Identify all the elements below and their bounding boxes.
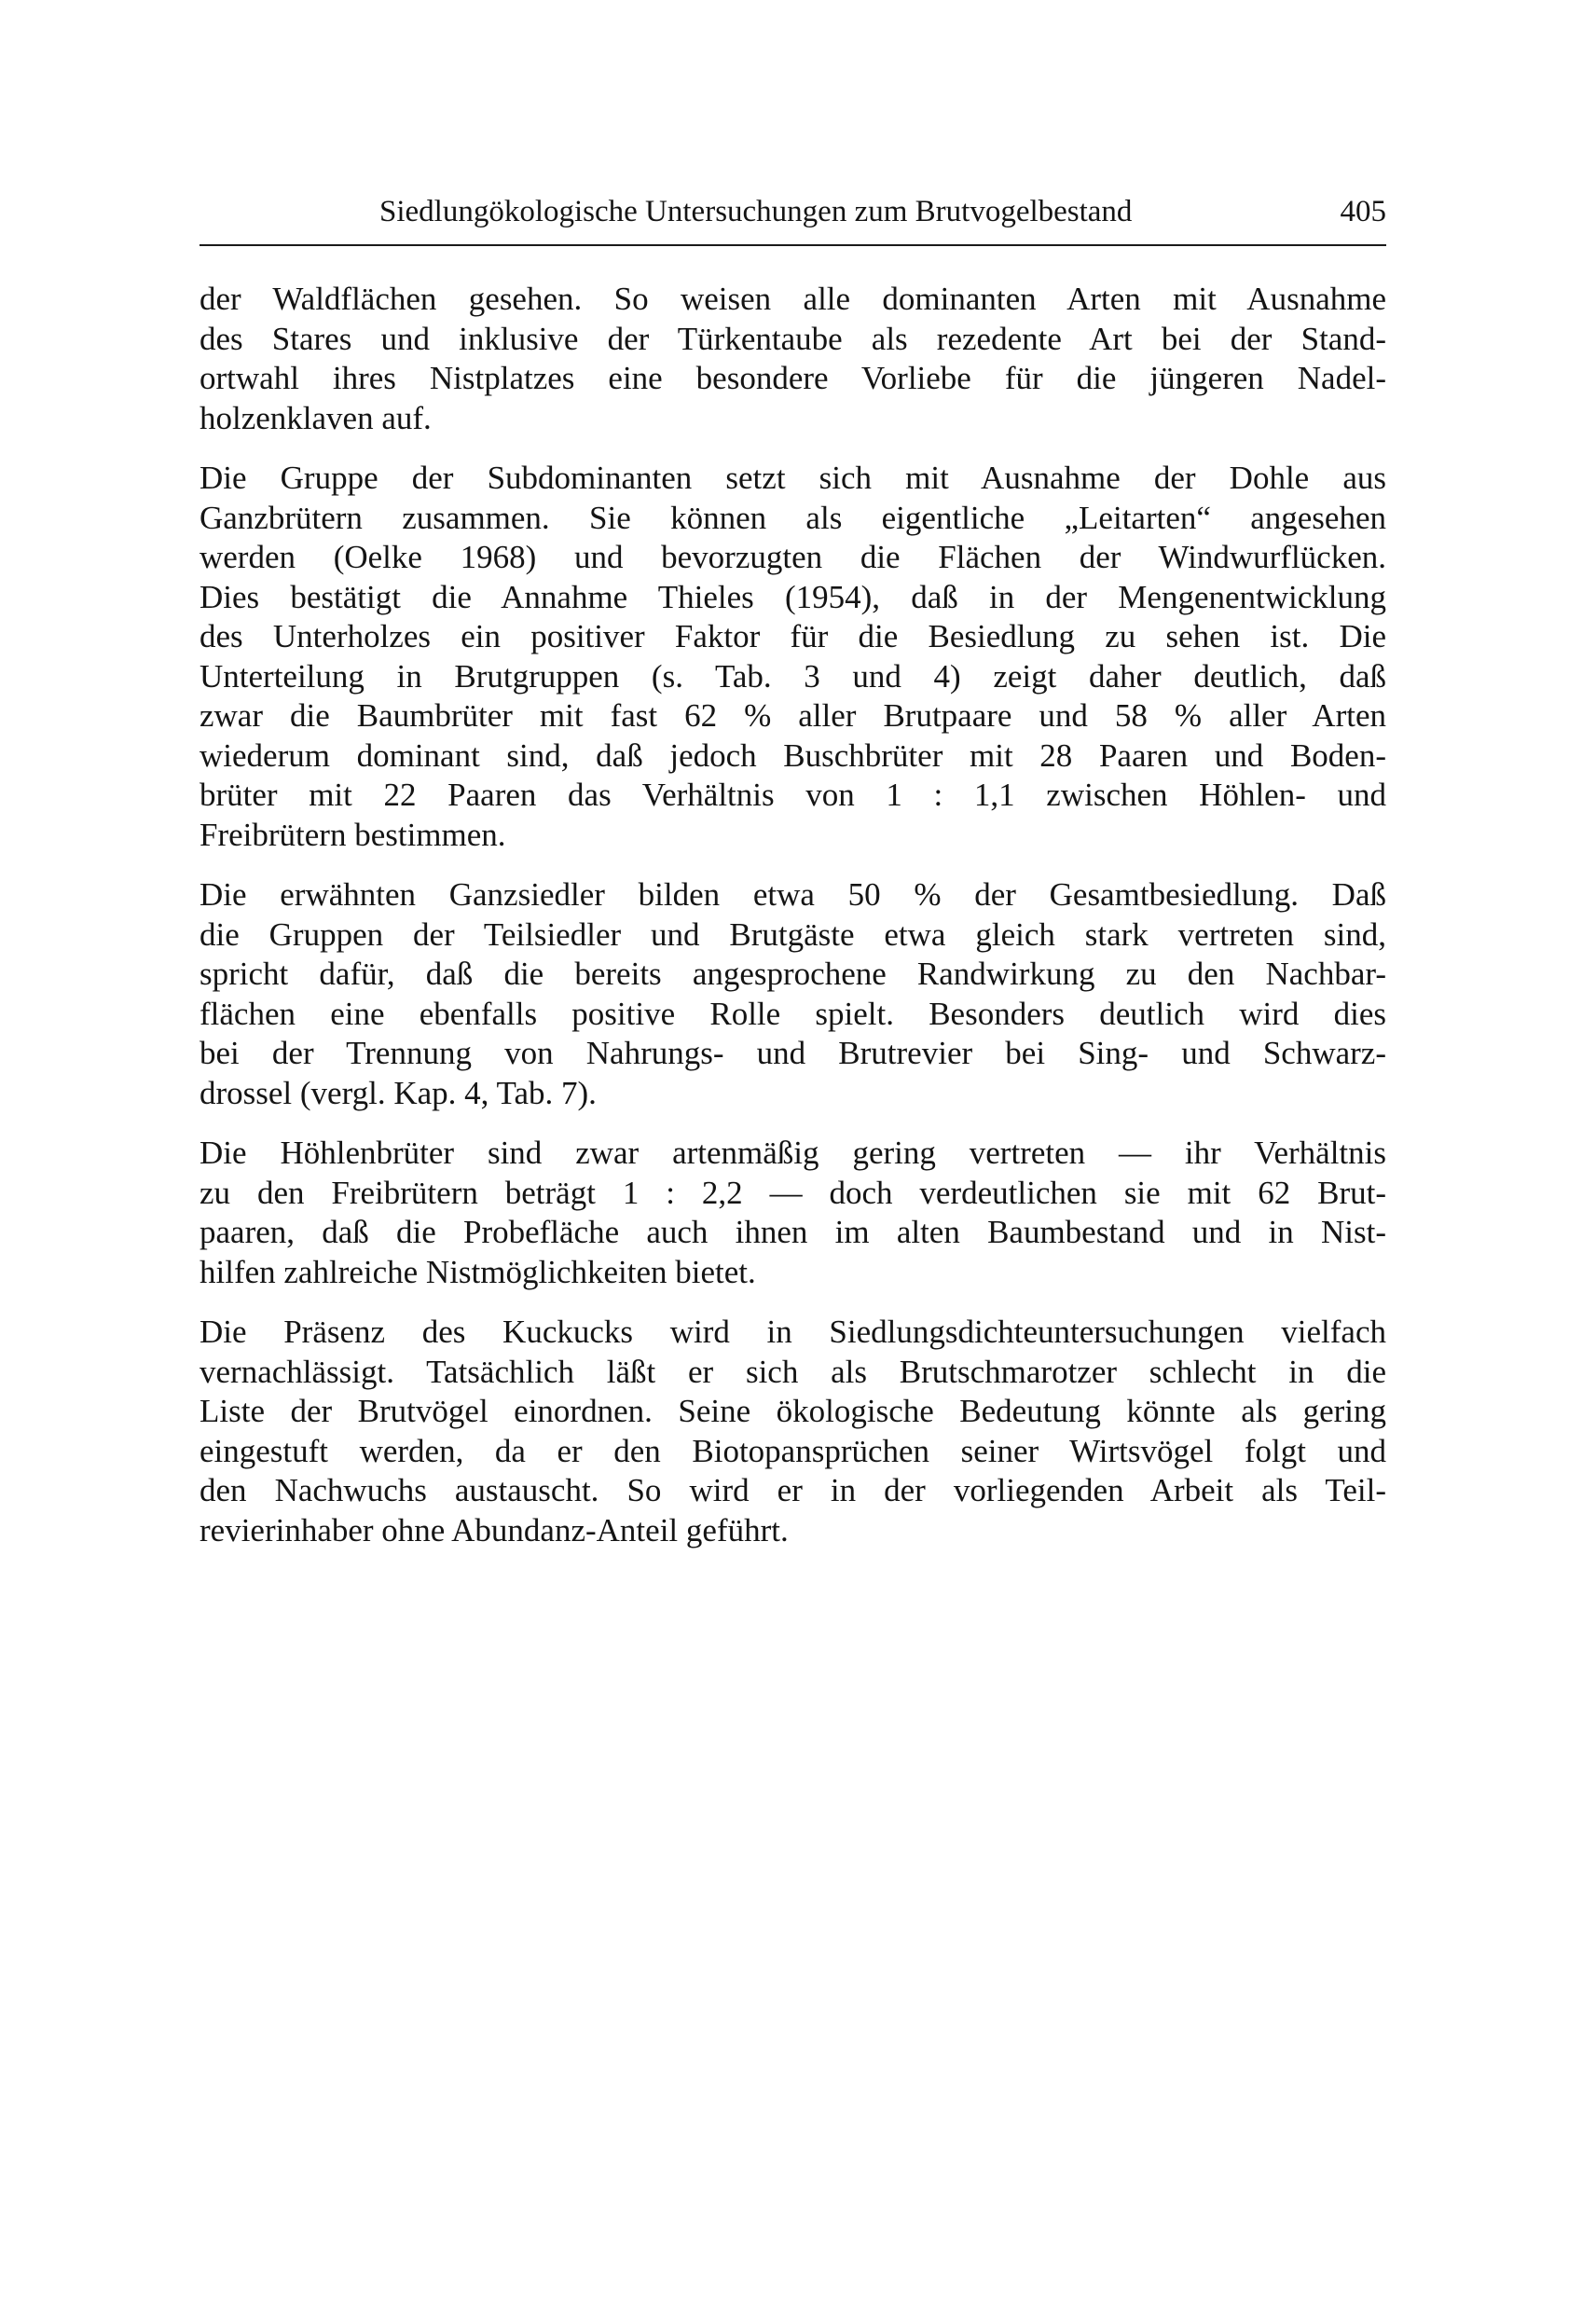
paragraph	[200, 280, 1386, 438]
paragraph	[200, 459, 1386, 855]
body-text	[200, 280, 1386, 1550]
text-line: vernachlässigt. Tatsächlich läßt er sich als Brutschmarotzer schlecht in die	[200, 1353, 1386, 1390]
running-header	[200, 186, 1386, 246]
paragraph	[200, 875, 1386, 1113]
text-line: Die Präsenz des Kuckucks wird in Siedlungsdichteuntersuchungen vielfach	[200, 1314, 1386, 1350]
text-line: werden (Oelke 1968) und bevorzugten die Flächen der Windwurflücken.	[200, 539, 1386, 575]
text-line: ortwahl ihres Nistplatzes eine besondere Vorliebe für die jüngeren Nadel-	[200, 360, 1386, 396]
text-line: eingestuft werden, da er den Biotopansprüchen seiner Wirtsvögel folgt und	[200, 1432, 1386, 1469]
text-line: Die Gruppe der Subdominanten setzt sich mit Ausnahme der Dohle aus	[200, 460, 1386, 496]
running-title: Siedlungökologische Untersuchungen zum Brutvogelbestand	[379, 195, 1133, 228]
text-line: Dies bestätigt die Annahme Thieles (1954), daß in der Mengenentwicklung	[200, 578, 1386, 615]
text-line: Die erwähnten Ganzsiedler bilden etwa 50 % der Gesamtbesiedlung. Daß	[200, 876, 1386, 913]
text-line: drossel (vergl. Kap. 4, Tab. 7).	[200, 1074, 597, 1111]
text-line: zu den Freibrütern beträgt 1 : 2,2 — doch verdeutlichen sie mit 62 Brut-	[200, 1174, 1386, 1211]
text-line: den Nachwuchs austauscht. So wird er in der vorliegenden Arbeit als Teil-	[200, 1472, 1386, 1508]
text-line: bei der Trennung von Nahrungs- und Brutrevier bei Sing- und Schwarz-	[200, 1035, 1386, 1071]
text-line: Unterteilung in Brutgruppen (s. Tab. 3 und 4) zeigt daher deutlich, daß	[200, 657, 1386, 695]
text-line: spricht dafür, daß die bereits angesprochene Randwirkung zu den Nachbar-	[200, 956, 1386, 992]
text-line: des Stares und inklusive der Türkentaube als rezedente Art bei der Stand-	[200, 320, 1386, 357]
text-line: revierinhaber ohne Abundanz-Anteil geführt.	[200, 1511, 789, 1548]
text-line: hilfen zahlreiche Nistmöglichkeiten bietet.	[200, 1253, 756, 1290]
paragraph	[200, 1134, 1386, 1292]
text-line: flächen eine ebenfalls positive Rolle spielt. Besonders deutlich wird dies	[200, 995, 1386, 1032]
text-line: Liste der Brutvögel einordnen. Seine ökologische Bedeutung könnte als gering	[200, 1393, 1386, 1429]
text-line: wiederum dominant sind, daß jedoch Buschbrüter mit 28 Paaren und Boden-	[200, 736, 1386, 774]
text-line: Freibrütern bestimmen.	[200, 816, 506, 853]
text-line: Ganzbrütern zusammen. Sie können als eigentliche „Leitarten“ angesehen	[200, 499, 1386, 536]
text-line: die Gruppen der Teilsiedler und Brutgäste etwa gleich stark vertreten sind,	[200, 915, 1386, 953]
text-line: holzenklaven auf.	[200, 399, 432, 436]
text-line: der Waldflächen gesehen. So weisen alle dominanten Arten mit Ausnahme	[200, 281, 1386, 317]
text-line: brüter mit 22 Paaren das Verhältnis von 1 : 1,1 zwischen Höhlen- und	[200, 777, 1386, 813]
text-line: paaren, daß die Probefläche auch ihnen im alten Baumbestand und in Nist-	[200, 1214, 1386, 1250]
text-line: zwar die Baumbrüter mit fast 62 % aller Brutpaare und 58 % aller Arten	[200, 697, 1386, 734]
page-number: 405	[1340, 195, 1386, 228]
paragraph	[200, 1313, 1386, 1550]
text-line: Die Höhlenbrüter sind zwar artenmäßig gering vertreten — ihr Verhältnis	[200, 1135, 1386, 1171]
text-line: des Unterholzes ein positiver Faktor für die Besiedlung zu sehen ist. Die	[200, 618, 1386, 654]
